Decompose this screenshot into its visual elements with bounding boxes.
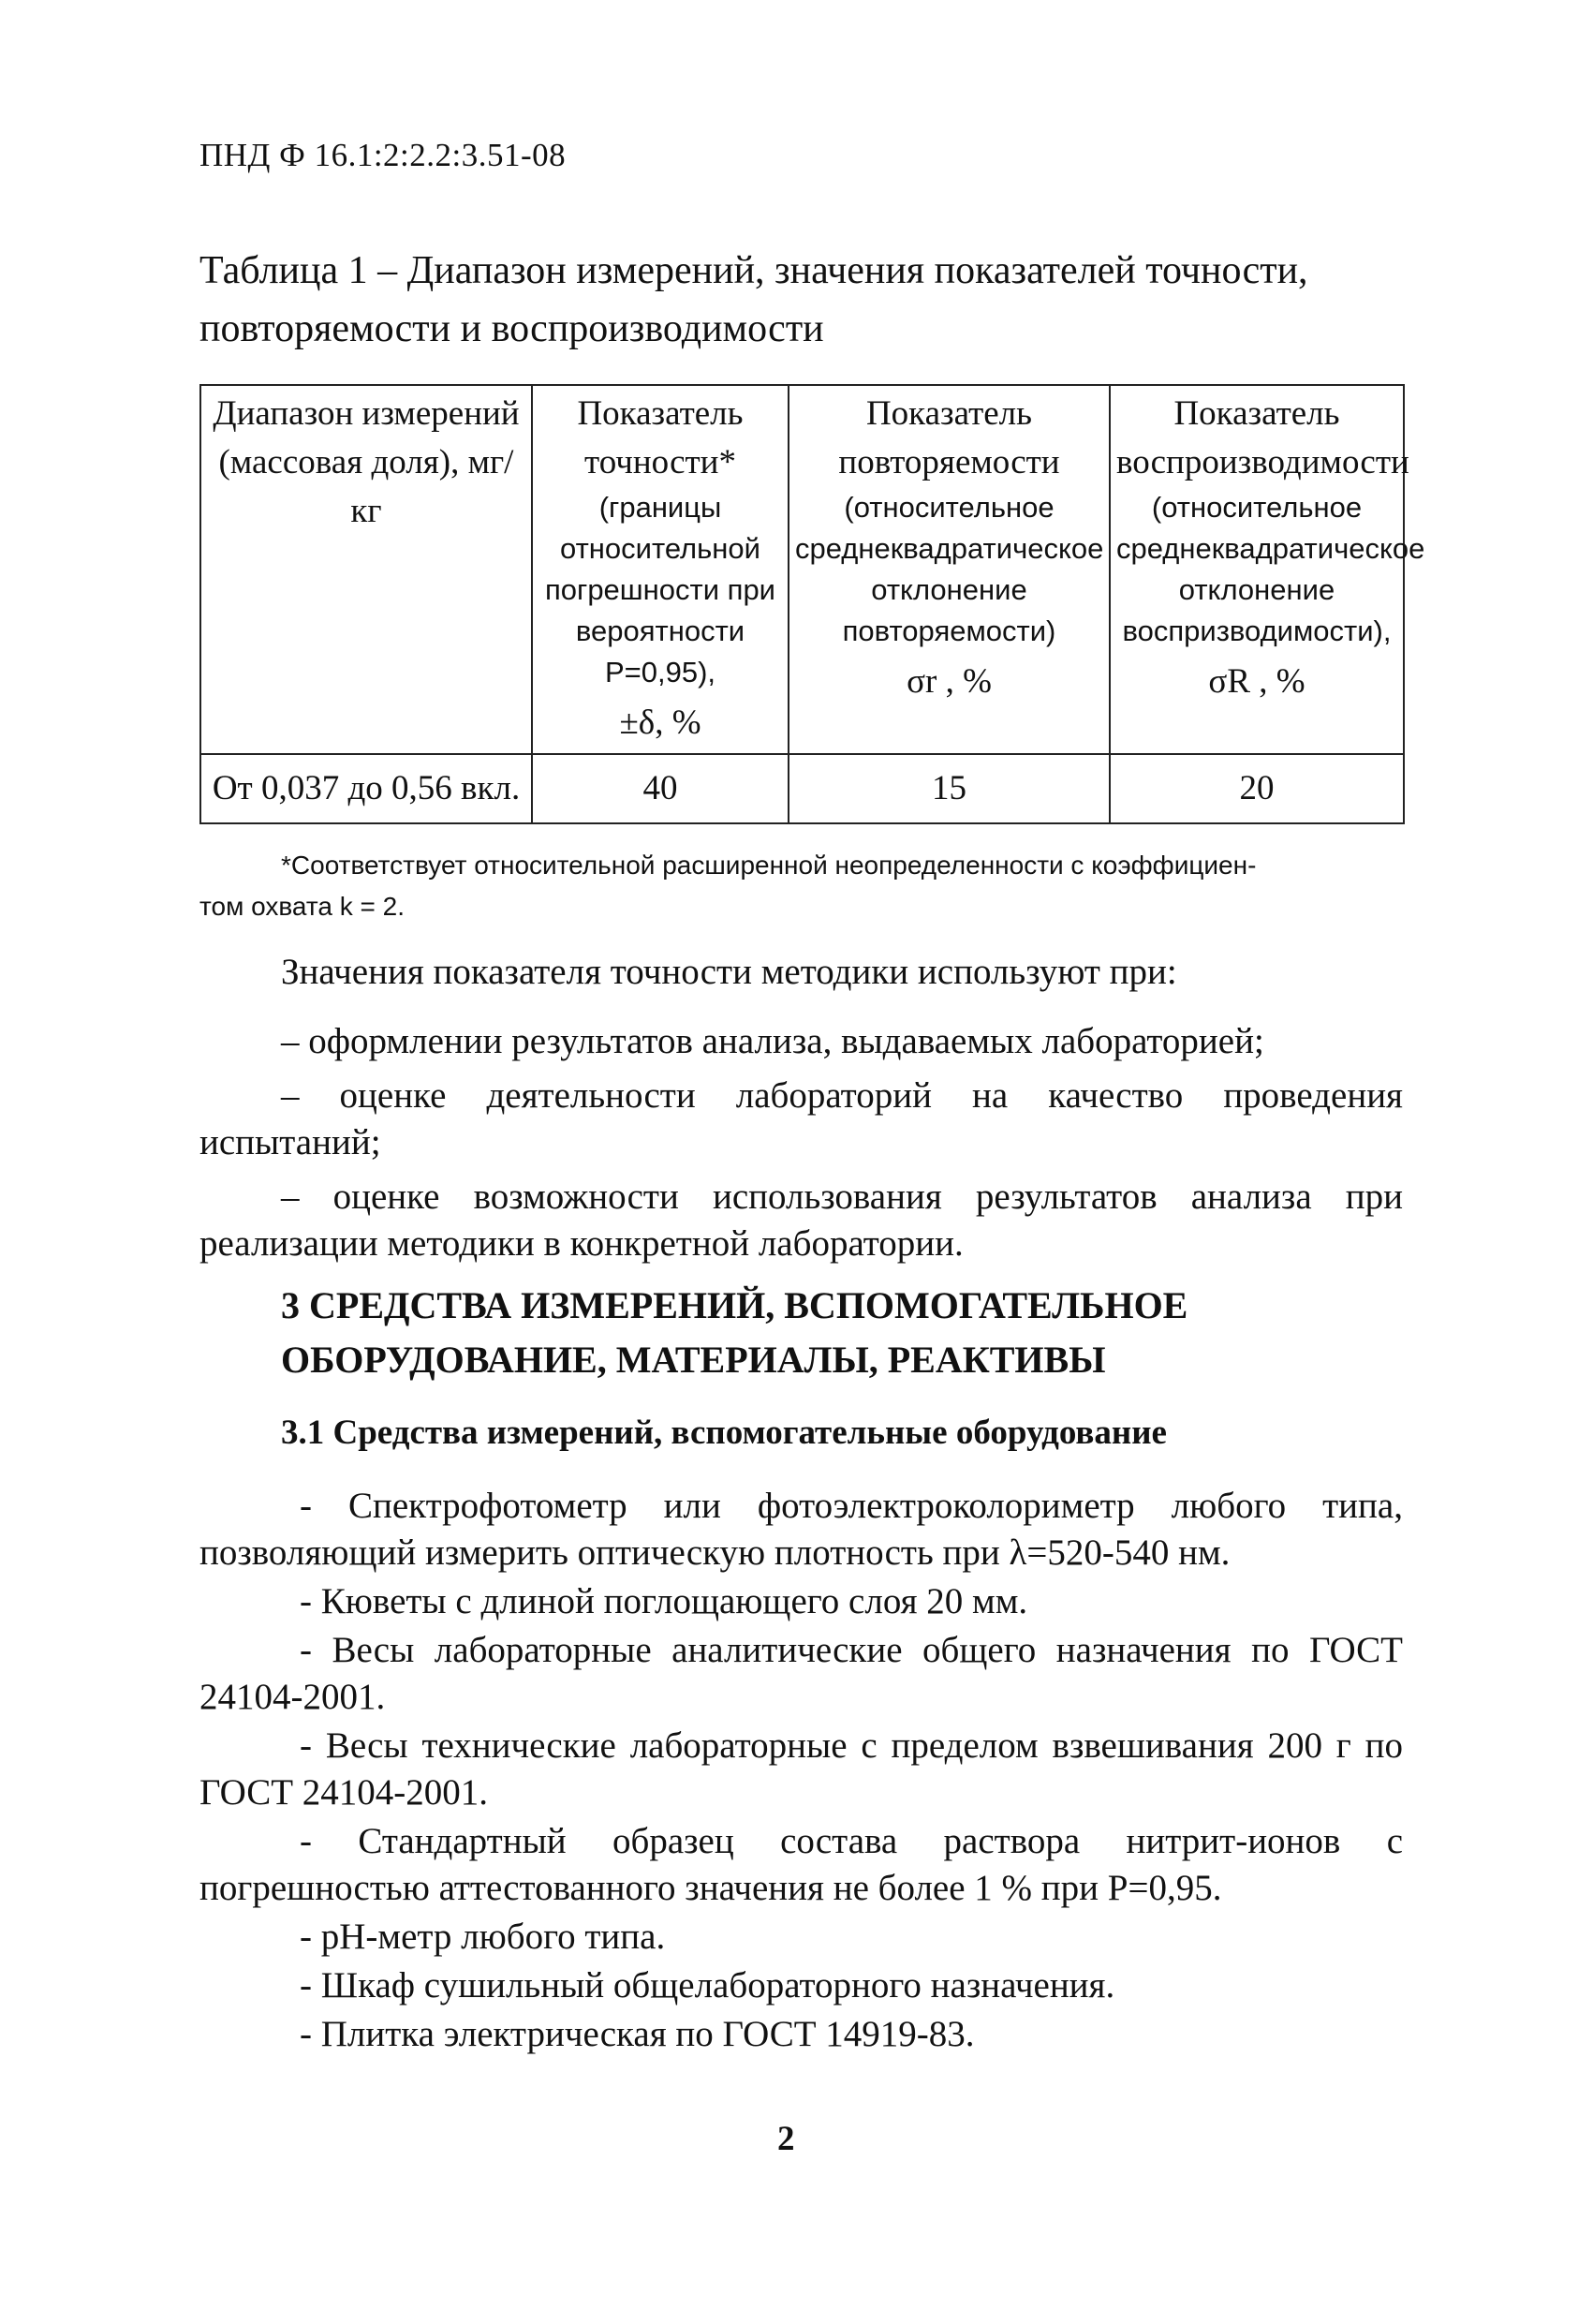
table-row [200,754,1404,823]
table-cell-repeatability: 15 [789,754,1110,823]
section-heading-line: ОБОРУДОВАНИЕ, МАТЕРИАЛЫ, РЕАКТИВЫ [281,1339,1106,1381]
list-item: - Спектрофотометр или фотоэлектроколориметр любого типа, позволяющий измерить оптическую плотность при λ=520-540 нм. [199,1486,1403,1573]
column-header-range [200,385,532,754]
table-footnote [199,845,1386,927]
column-header-symbol: ±δ, % [619,703,701,742]
document-code: ПНД Ф 16.1:2:2.2:3.51-08 [199,137,567,173]
column-header-repeatability [789,385,1110,754]
section-heading [281,1279,1187,1387]
column-header-note: (границы относительной погрешности при вероятности P=0,95), [544,491,776,688]
usage-list [199,1018,1403,1275]
subsection-heading: 3.1 Средства измерений, вспомогательные оборудование [281,1414,1167,1452]
column-header-label: Диапазон измерений (массовая доля), мг/кг [213,394,520,530]
footnote-line: *Соответствует относительной расширенной неопределенности с коэффициен- [281,851,1257,880]
table-cell-range: От 0,037 до 0,56 вкл. [200,754,532,823]
equipment-list [199,1483,1403,2060]
list-item: - Кюветы с длиной поглощающего слоя 20 мм. [300,1581,1028,1621]
table-title: Таблица 1 – Диапазон измерений, значения показателей точности, повторяемости и воспроизводимости [199,249,1308,350]
column-header-note: (относительное среднеквадратическое отклонение повторяемости) [795,491,1104,647]
section-heading-line: 3 СРЕДСТВА ИЗМЕРЕНИЙ, ВСПОМОГАТЕЛЬНОЕ [281,1284,1188,1326]
column-header-accuracy [532,385,789,754]
list-item: - Весы лабораторные аналитические общего назначения по ГОСТ 24104-2001. [199,1630,1403,1717]
list-item: - Весы технические лабораторные с пределом взвешивания 200 г по ГОСТ 24104-2001. [199,1725,1403,1813]
column-header-label: Показатель точности* [577,394,744,481]
list-item: – оформлении результатов анализа, выдаваемых лабораторией; [281,1021,1264,1061]
column-header-label: Показатель повторяемости [838,394,1060,481]
column-header-reproducibility [1110,385,1425,754]
table-cell-reproducibility: 20 [1110,754,1404,823]
list-item: - рН-метр любого типа. [300,1917,666,1957]
accuracy-table [199,384,1425,824]
column-header-label: Показатель воспроизводимости [1116,394,1409,481]
list-item: - Плитка электрическая по ГОСТ 14919-83. [300,2014,975,2054]
table-header-row [200,385,1404,754]
list-item: – оценке деятельности лабораторий на качество проведения испытаний; [199,1075,1403,1162]
column-header-symbol: σr , % [907,662,992,701]
page-number: 2 [777,2120,795,2158]
list-item: - Стандартный образец состава раствора нитрит-ионов с погрешностью аттестованного значения не более 1 % при P=0,95. [199,1821,1403,1908]
column-header-note: (относительное среднеквадратическое отклонение воспризводимости), [1116,491,1425,647]
table-cell-accuracy: 40 [532,754,789,823]
intro-paragraph: Значения показателя точности методики используют при: [281,952,1177,992]
list-item: – оценке возможности использования результатов анализа при реализации методики в конкретной лаборатории. [199,1177,1403,1264]
column-header-symbol: σR , % [1208,662,1305,701]
footnote-line: том охвата k = 2. [199,892,406,921]
list-item: - Шкаф сушильный общелабораторного назначения. [300,1965,1115,2006]
